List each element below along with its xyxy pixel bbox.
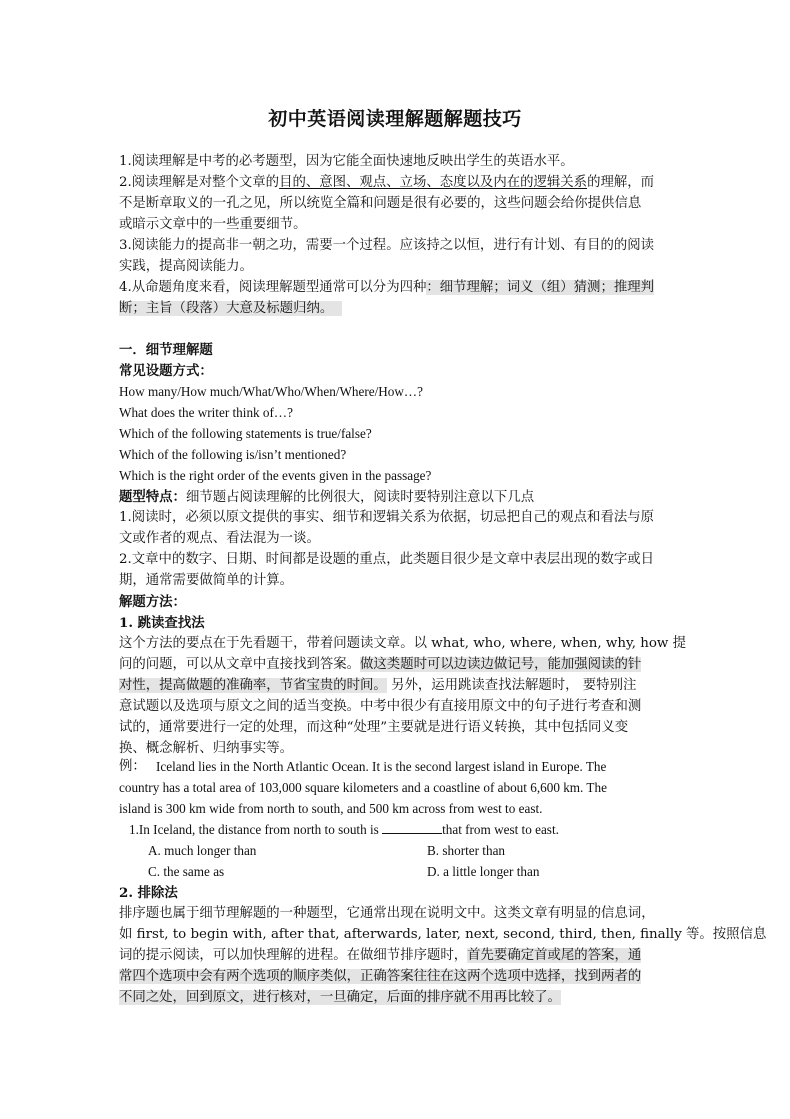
method-1-heading: 1. 跳读查找法 [119, 615, 205, 631]
method-1-line-1: 这个方法的要点在于先看题干，带着问题读文章。以 what, who, where, when, why, how 提 [119, 636, 687, 651]
method-2-line-3: 词的提示阅读，可以加快理解的进程。在做细节排序题时，首先要确定首或尾的答案，通 [119, 948, 642, 963]
method-2-line-4 [119, 967, 641, 987]
page-title: 初中英语阅读理解题解题技巧 [268, 108, 522, 130]
method-label: 解题方法： [119, 594, 186, 610]
feature-point-1a: 1.阅读时，必须以原文提供的事实、细节和逻辑关系为依据，切忌把自己的观点和看法与原 [119, 510, 655, 525]
feature-point-2a: 2.文章中的数字、日期、时间都是设题的重点，此类题目很少是文章中表层出现的数字或日 [119, 552, 655, 567]
intro-line-6: 实践，提高阅读能力。 [119, 259, 253, 274]
example-line-3: island is 300 km wide from north to south, and 500 km across from west to east. [119, 801, 543, 816]
question-type-3: Which of the following statements is true/false? [119, 426, 372, 441]
question-type-2: What does the writer think of…? [119, 405, 293, 420]
option-b: B. shorter than [427, 843, 506, 858]
method-2-line-2: 如 first, to begin with, after that, afterwards, later, next, second, third, then, finally 等。按照信息 [119, 927, 767, 942]
highlighted-text: ：细节理解；词义（组）猜测；推理判 [426, 280, 655, 295]
method-2-heading: 2. 排除法 [119, 885, 178, 901]
feature-point-2b: 期，通常需要做简单的计算。 [119, 573, 294, 588]
question-type-5: Which is the right order of the events given in the passage? [119, 468, 432, 483]
answer-blank [382, 820, 442, 834]
underlined-phrase: 目的、意图、观点、立场、态度以及内在的逻辑关系 [279, 175, 588, 190]
option-c: C. the same as [148, 864, 225, 879]
intro-line-2: 2.阅读理解是对整个文章的目的、意图、观点、立场、态度以及内在的逻辑关系的理解，而 [119, 175, 655, 190]
method-1-line-4: 意试题以及选项与原文之间的适当变换。中考中很少有直接用原文中的句子进行考查和测 [119, 699, 642, 714]
highlighted-text: 断；主旨（段落）大意及标题归纳。 [119, 301, 334, 316]
option-d: D. a little longer than [427, 864, 540, 879]
method-1-line-5: 试的，通常要进行一定的处理，而这种“处理”主要就是进行语义转换，其中包括同义变 [119, 720, 629, 735]
method-2-line-5 [119, 988, 561, 1008]
option-a: A. much longer than [148, 843, 257, 858]
intro-line-5: 3.阅读能力的提高非一朝之功，需要一个过程。应该持之以恒，进行有计划、有目的的阅读 [119, 238, 655, 253]
method-1-line-6: 换、概念解析、归纳事实等。 [119, 741, 294, 756]
intro-line-4: 或暗示文章中的一些重要细节。 [119, 217, 307, 232]
intro-line-1: 1.阅读理解是中考的必考题型，因为它能全面快速地反映出学生的英语水平。 [119, 154, 574, 169]
intro-line-3: 不是断章取义的一孔之见，所以统览全篇和问题是很有必要的，这些问题会给你提供信息 [119, 196, 642, 211]
highlighted-text: 做这类题时可以边读边做记号，能加强阅读的针 [360, 657, 642, 672]
highlighted-text: 对性，提高做题的准确率，节省宝贵的时间。 [119, 678, 387, 693]
subheading-question-types: 常见设题方式： [119, 363, 213, 379]
question-type-4: Which of the following is/isn’t mentioned? [119, 447, 347, 462]
feature-point-1b: 文或作者的观点、看法混为一谈。 [119, 531, 320, 546]
example-label: 例： [119, 759, 146, 774]
highlighted-text: 常四个选项中会有两个选项的顺序类似，正确答案往往在这两个选项中选择，找到两者的 [119, 969, 642, 984]
example-line-2: country has a total area of 103,000 square kilometers and a coastline of about 6,600 km. The [119, 780, 607, 795]
section-heading: 一．细节理解题 [119, 342, 213, 358]
intro-line-8 [119, 299, 342, 319]
feature-line: 题型特点：细节题占阅读理解的比例很大，阅读时要特别注意以下几点 [119, 489, 535, 505]
question-type-1: How many/How much/What/Who/When/Where/How…? [119, 384, 423, 399]
method-1-line-2: 问的问题，可以从文章中直接找到答案。做这类题时可以边读边做记号，能加强阅读的针 [119, 657, 642, 672]
highlighted-text: 不同之处，回到原文，进行核对，一旦确定，后面的排序就不用再比较了。 [119, 990, 561, 1005]
highlighted-text: 首先要确定首或尾的答案，通 [467, 948, 642, 963]
method-1-line-3: 对性，提高做题的准确率，节省宝贵的时间。 另外，运用跳读查找法解题时， 要特别注 [119, 678, 637, 693]
example-question: 1.In Iceland, the distance from north to south is that from west to east. [129, 822, 559, 837]
intro-line-7: 4.从命题角度来看，阅读理解题型通常可以分为四种：细节理解；词义（组）猜测；推理判 [119, 280, 655, 295]
method-2-line-1: 排序题也属于细节理解题的一种题型，它通常出现在说明文中。这类文章有明显的信息词， [119, 906, 655, 921]
example-line-1: Iceland lies in the North Atlantic Ocean. It is the second largest island in Europe. The [156, 759, 607, 774]
